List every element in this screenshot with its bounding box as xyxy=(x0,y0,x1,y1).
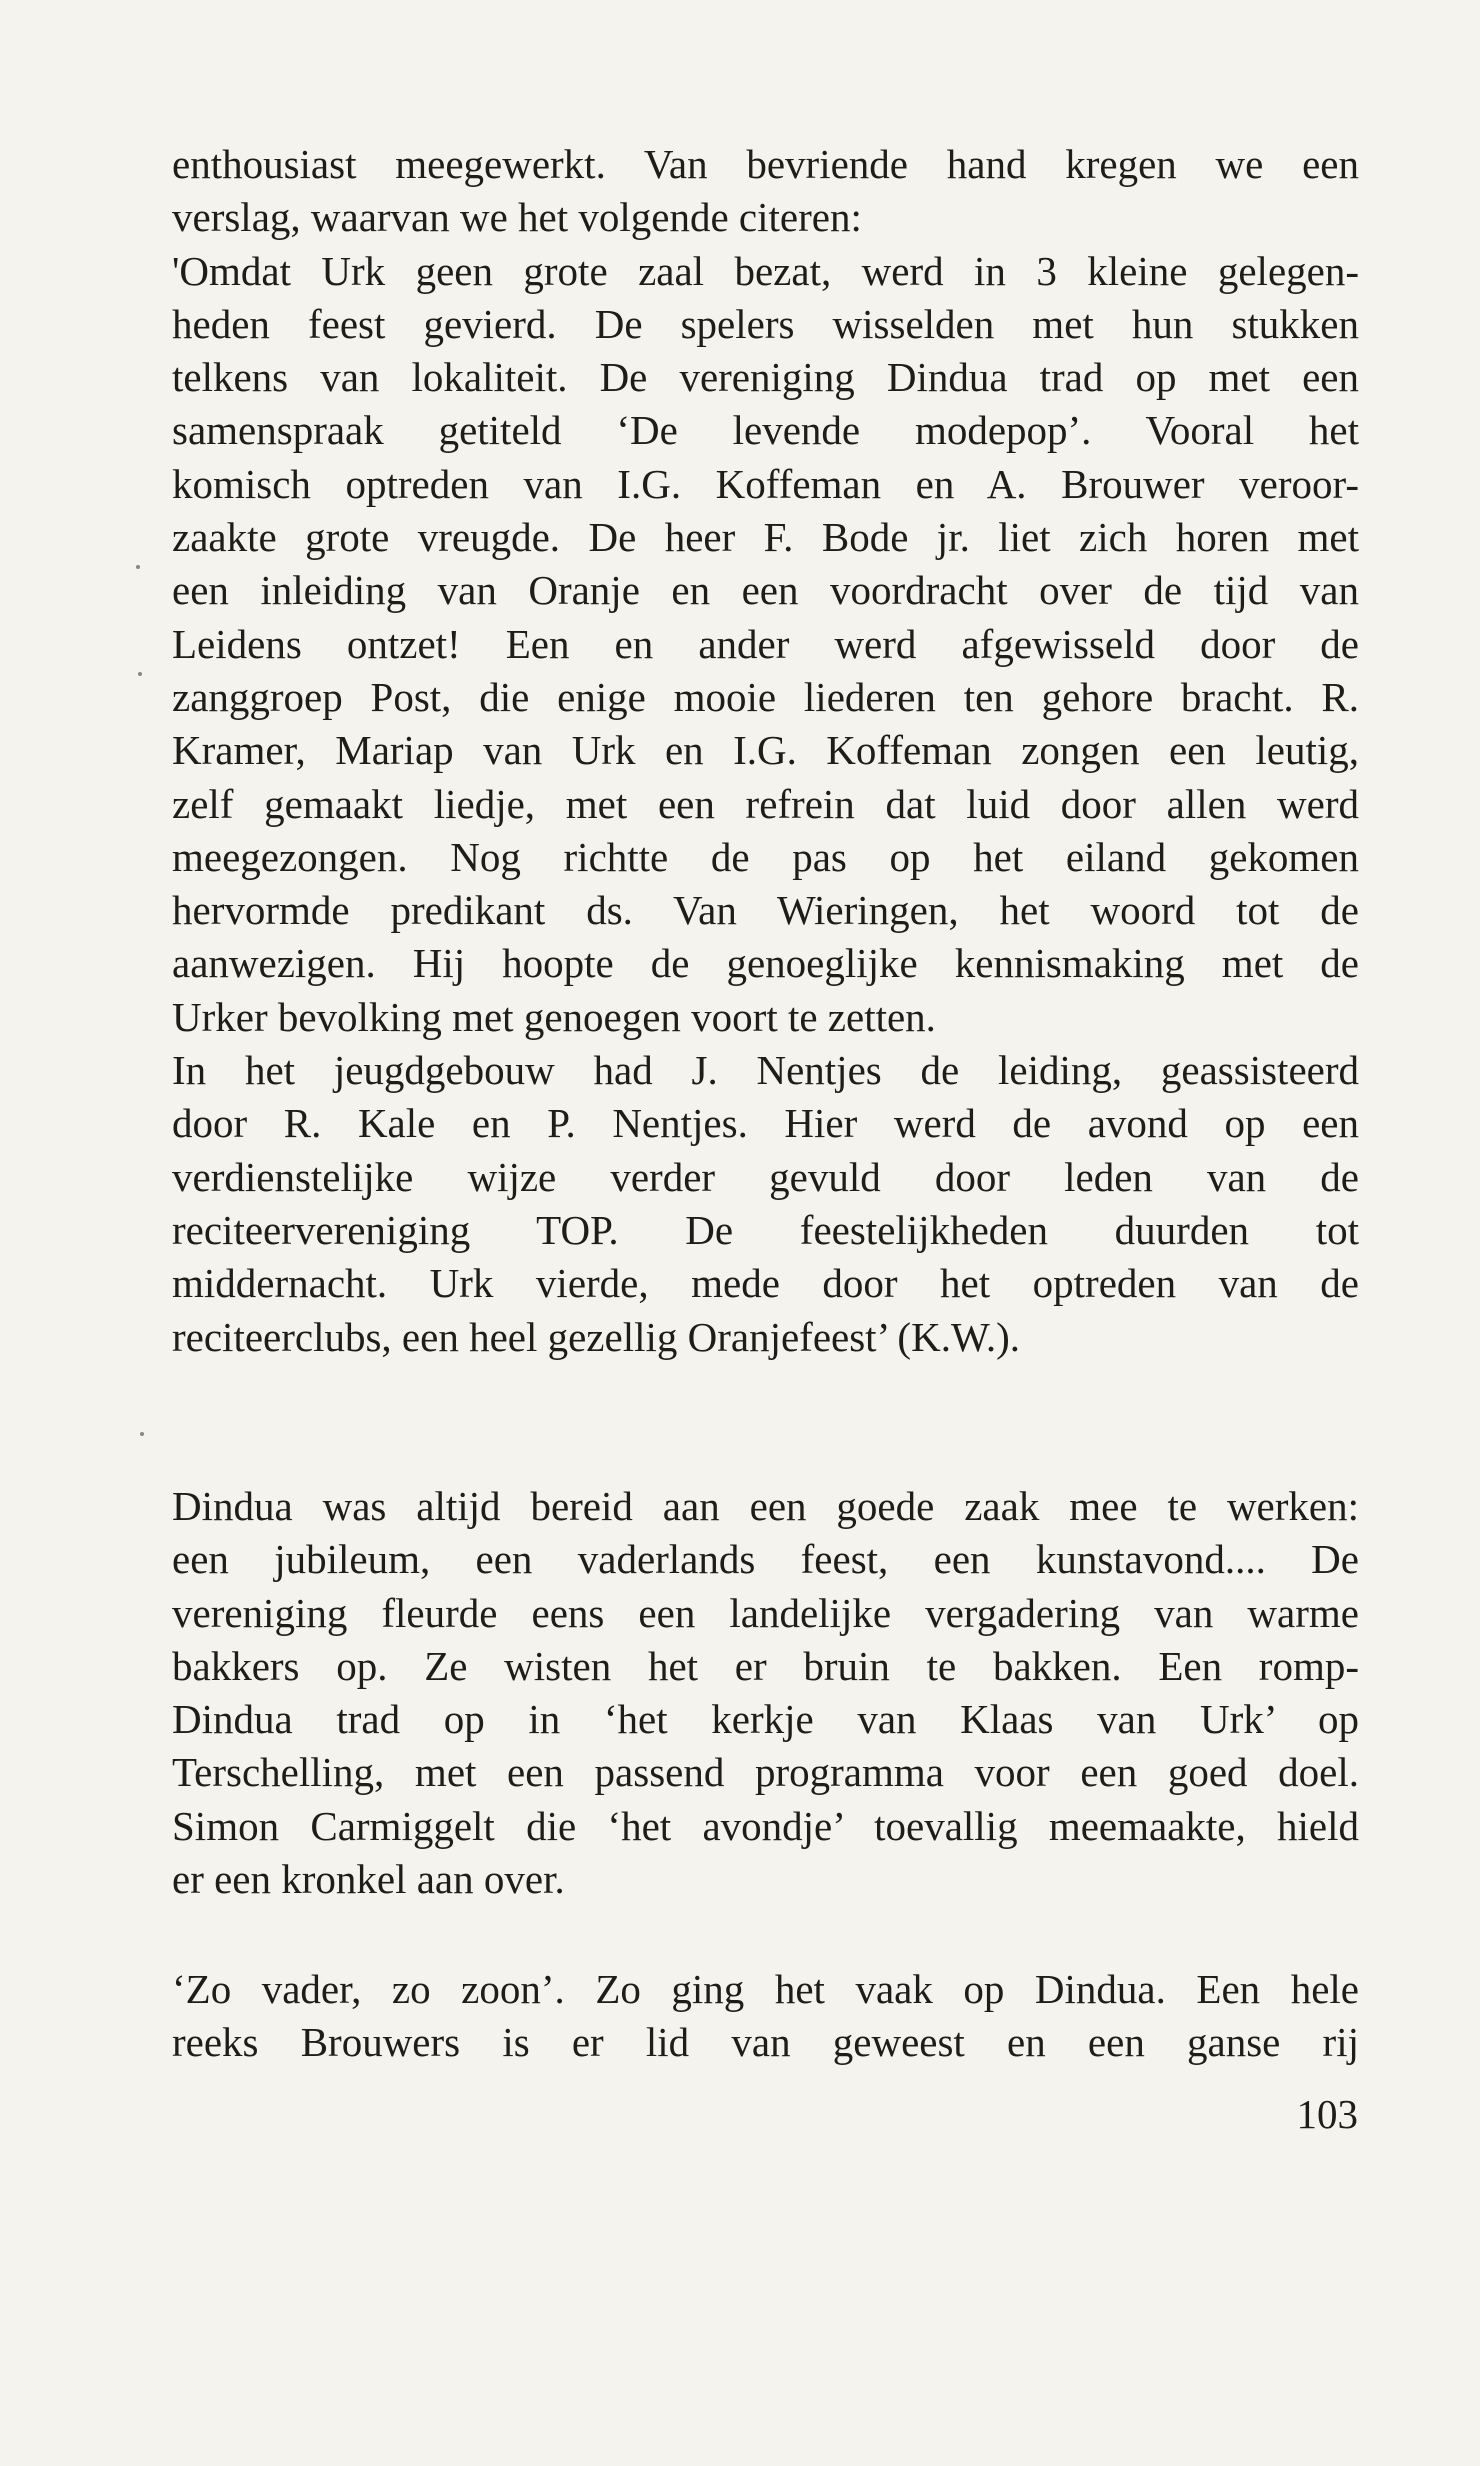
text-line: meegezongen. Nog richtte de pas op het eiland gekomen xyxy=(172,833,1359,880)
text-line: Kramer, Mariap van Urk en I.G. Koffeman zongen een leutig, xyxy=(172,727,1359,774)
text-line: komisch optreden van I.G. Koffeman en A. Brouwer veroor- xyxy=(172,460,1359,507)
text-line: telkens van lokaliteit. De vereniging Dindua trad op met een xyxy=(172,354,1359,401)
text-line: aanwezigen. Hij hoopte de genoeglijke kennismaking met de xyxy=(172,940,1359,987)
text-line: reciteervereniging TOP. De feestelijkheden duurden tot xyxy=(172,1206,1359,1253)
text-line: reciteerclubs, een heel gezellig Oranjefeest’ (K.W.). xyxy=(172,1313,1021,1360)
text-line: verdienstelijke wijze verder gevuld door leden van de xyxy=(172,1153,1359,1200)
text-line: reeks Brouwers is er lid van geweest en een ganse rij xyxy=(172,2019,1359,2066)
text-line: vereniging fleurde eens een landelijke vergadering van warme xyxy=(172,1589,1359,1636)
text-line: zelf gemaakt liedje, met een refrein dat luid door allen werd xyxy=(172,780,1359,827)
text-line: enthousiast meegewerkt. Van bevriende hand kregen we een xyxy=(172,141,1359,187)
text-line: In het jeugdgebouw had J. Nentjes de leiding, geassisteerd xyxy=(172,1047,1359,1094)
text-line: een jubileum, een vaderlands feest, een kunstavond.... De xyxy=(172,1536,1359,1583)
paragraph-report xyxy=(172,138,1359,1364)
text-line: er een kronkel aan over. xyxy=(172,1856,565,1903)
text-line: 'Omdat Urk geen grote zaal bezat, werd in 3 kleine gelegen- xyxy=(172,247,1359,294)
paragraph-vader-zoon xyxy=(172,1963,1359,2070)
text-line: door R. Kale en P. Nentjes. Hier werd de avond op een xyxy=(172,1100,1359,1147)
print-speck xyxy=(138,672,142,676)
print-speck xyxy=(140,1432,144,1436)
text-line: hervormde predikant ds. Van Wieringen, het woord tot de xyxy=(172,887,1359,934)
text-line: Terschelling, met een passend programma voor een goed doel. xyxy=(172,1749,1359,1796)
text-line: Dindua trad op in ‘het kerkje van Klaas van Urk’ op xyxy=(172,1696,1359,1743)
text-line: zanggroep Post, die enige mooie liederen ten gehore bracht. R. xyxy=(172,673,1359,720)
text-line: ‘Zo vader, zo zoon’. Zo ging het vaak op Dindua. Een hele xyxy=(172,1966,1359,2012)
text-line: middernacht. Urk vierde, mede door het optreden van de xyxy=(172,1260,1359,1307)
text-line: zaakte grote vreugde. De heer F. Bode jr. liet zich horen met xyxy=(172,514,1359,561)
text-line: Urker bevolking met genoegen voort te zetten. xyxy=(172,993,936,1040)
text-line: Dindua was altijd bereid aan een goede zaak mee te werken: xyxy=(172,1483,1359,1529)
text-line: Leidens ontzet! Een en ander werd afgewisseld door de xyxy=(172,620,1359,667)
text-line: een inleiding van Oranje en een voordracht over de tijd van xyxy=(172,567,1359,614)
paragraph-dindua xyxy=(172,1480,1359,1906)
print-speck xyxy=(136,565,140,569)
page-number: 103 xyxy=(1296,2091,1358,2137)
text-line: verslag, waarvan we het volgende citeren: xyxy=(172,194,862,241)
text-line: heden feest gevierd. De spelers wisselden met hun stukken xyxy=(172,300,1359,347)
text-line: samenspraak getiteld ‘De levende modepop’. Vooral het xyxy=(172,407,1359,454)
text-line: Simon Carmiggelt die ‘het avondje’ toevallig meemaakte, hield xyxy=(172,1802,1359,1849)
text-line: bakkers op. Ze wisten het er bruin te bakken. Een romp- xyxy=(172,1642,1359,1689)
